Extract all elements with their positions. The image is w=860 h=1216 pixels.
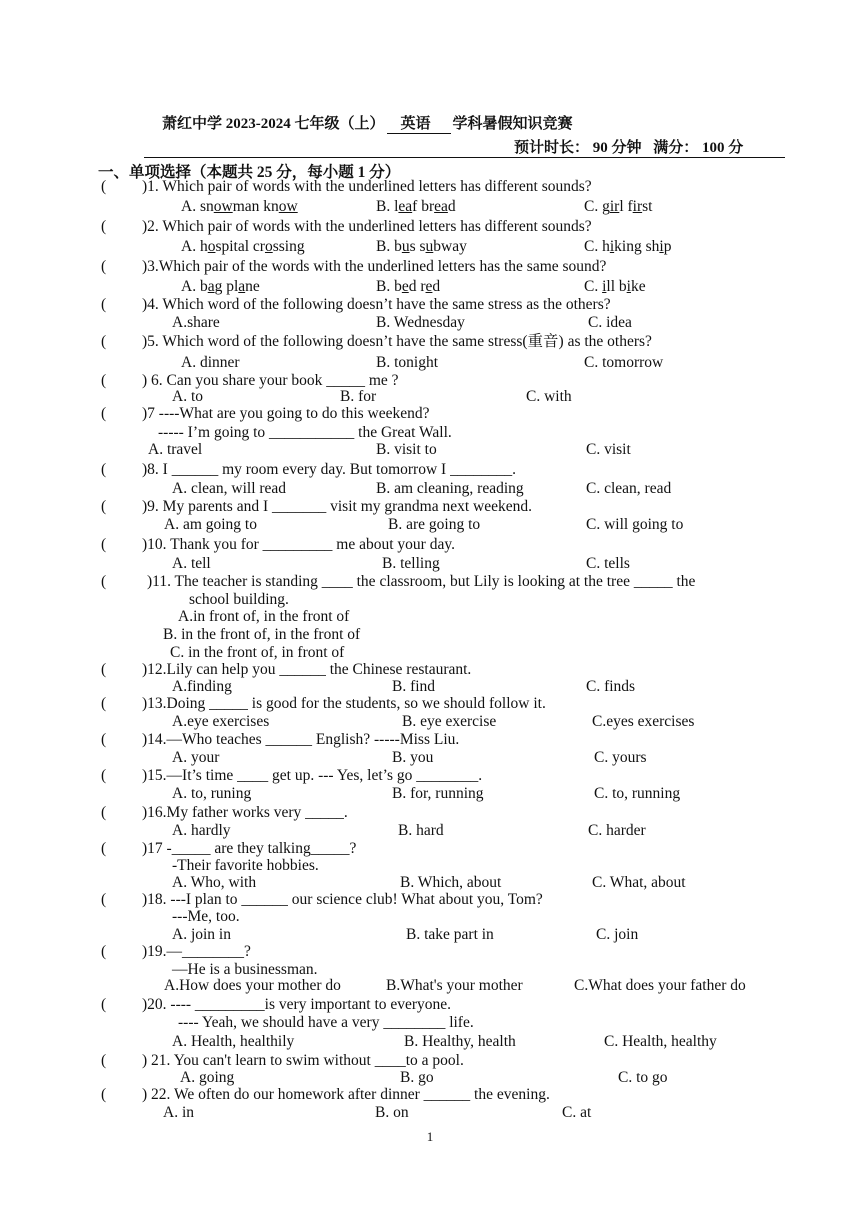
answer-option[interactable] — [375, 1104, 409, 1122]
option-text: C. finds — [586, 678, 636, 695]
option-text: A. going — [180, 1069, 235, 1086]
answer-option[interactable] — [388, 516, 480, 534]
answer-option[interactable] — [172, 785, 251, 803]
option-text: A. to — [172, 388, 203, 405]
answer-option[interactable] — [604, 1033, 717, 1051]
option-text: B. are going to — [388, 516, 481, 533]
option-text: A. tell — [172, 555, 211, 572]
answer-option[interactable] — [376, 238, 467, 256]
answer-option[interactable] — [586, 441, 631, 459]
underlined-letters: ir — [609, 198, 620, 215]
option-text: spital cr — [215, 238, 265, 255]
answer-option[interactable] — [386, 977, 523, 995]
underlined-letters: i — [609, 238, 615, 255]
question-stem: )3.Which pair of the words with the underlined letters has the same sound? — [142, 258, 607, 275]
question-stem: ) 6. Can you share your book _____ me ? — [142, 372, 399, 389]
answer-option[interactable] — [163, 1104, 194, 1122]
option-text: B. take part in — [406, 926, 494, 943]
answer-option[interactable] — [181, 354, 240, 372]
answer-option[interactable] — [382, 555, 440, 573]
answer-option[interactable] — [164, 516, 257, 534]
option-text: A. join in — [172, 926, 231, 943]
answer-blank[interactable]: ( — [101, 943, 107, 960]
answer-option[interactable] — [148, 441, 202, 459]
answer-option[interactable] — [181, 278, 260, 296]
answer-option[interactable] — [376, 354, 438, 372]
question-stem: )8. I ______ my room every day. But tomorrow I ________. — [142, 461, 516, 478]
answer-option[interactable] — [584, 238, 671, 256]
question-stem: )10. Thank you for _________ me about your day. — [142, 536, 455, 553]
answer-blank[interactable]: ( — [101, 498, 107, 515]
question-stem: )2. Which pair of words with the underlined letters has different sounds? — [142, 218, 592, 235]
option-text: B. you — [392, 749, 434, 766]
option-text: A. clean, will read — [172, 480, 287, 497]
page-number: 1 — [426, 1129, 434, 1144]
question-stem-continued: -Their favorite hobbies. — [172, 857, 319, 874]
answer-option[interactable] — [406, 926, 494, 944]
option-text: d — [447, 198, 456, 215]
answer-blank[interactable]: ( — [101, 372, 107, 389]
answer-option[interactable] — [340, 388, 376, 406]
answer-blank[interactable]: ( — [101, 1086, 107, 1103]
answer-option[interactable] — [402, 713, 496, 731]
answer-option[interactable] — [376, 198, 456, 216]
option-text: B. l — [376, 198, 399, 215]
option-text: B. for, running — [392, 785, 484, 802]
answer-option[interactable] — [172, 678, 232, 696]
answer-option[interactable] — [172, 480, 286, 498]
option-text: C.eyes exercises — [592, 713, 695, 730]
answer-option[interactable] — [376, 314, 465, 332]
answer-option[interactable] — [588, 822, 646, 840]
option-text: C. harder — [588, 822, 646, 839]
option-text: A. dinner — [181, 354, 240, 371]
question-stem: )19.—________? — [142, 943, 251, 960]
answer-option[interactable] — [181, 238, 305, 256]
answer-option[interactable] — [172, 822, 231, 840]
option-text: C. will going to — [586, 516, 684, 533]
option-text: B. eye exercise — [402, 713, 497, 730]
option-text: A.How does your mother do — [164, 977, 341, 994]
answer-blank[interactable]: ( — [101, 536, 107, 553]
exam-meta — [514, 136, 751, 157]
option-text: A. your — [172, 749, 220, 766]
option-text: A. am going to — [164, 516, 257, 533]
answer-option[interactable] — [376, 480, 524, 498]
question-stem: )12.Lily can help you ______ the Chinese restaurant. — [142, 661, 472, 678]
subject-name: 英语 — [387, 112, 451, 134]
answer-blank[interactable]: ( — [101, 296, 107, 313]
answer-option[interactable] — [404, 1033, 516, 1051]
option-text: A.eye exercises — [172, 713, 270, 730]
answer-option[interactable] — [172, 555, 211, 573]
option-text: B. find — [392, 678, 436, 695]
underlined-letters: ow — [278, 198, 298, 215]
answer-option[interactable] — [172, 926, 231, 944]
answer-blank[interactable]: ( — [101, 573, 107, 590]
question-stem: )4. Which word of the following doesn’t have the same stress as the others? — [142, 296, 611, 313]
answer-option[interactable] — [574, 977, 746, 995]
answer-option[interactable] — [172, 388, 203, 406]
section-title: 一、单项选择（本题共 25 分，每小题 1 分） — [98, 164, 401, 181]
answer-blank[interactable]: ( — [101, 695, 107, 712]
underlined-letters: u — [425, 238, 434, 255]
underlined-letters: i — [659, 238, 664, 255]
option-text: st — [642, 198, 653, 215]
option-text: C. clean, read — [586, 480, 672, 497]
question-stem-continued: —He is a businessman. — [172, 961, 318, 978]
answer-option[interactable] — [592, 874, 686, 892]
answer-blank[interactable]: ( — [101, 731, 107, 748]
answer-option[interactable] — [172, 713, 269, 731]
option-text: A. b — [181, 278, 208, 295]
answer-option[interactable] — [586, 555, 630, 573]
option-text: bway — [433, 238, 467, 255]
question-stem-continued: ---Me, too. — [172, 908, 240, 925]
question-stem-continued: school building. — [189, 591, 289, 608]
option-text: C. tomorrow — [584, 354, 664, 371]
answer-blank[interactable]: ( — [101, 661, 107, 678]
option-text: B. visit to — [376, 441, 437, 458]
header-rule — [144, 157, 785, 158]
title-suffix: 学科暑假知识竞赛 — [452, 116, 573, 132]
question-stem: )13.Doing _____ is good for the students, so we should follow it. — [142, 695, 546, 712]
question-stem: )14.—Who teaches ______ English? -----Miss Liu. — [142, 731, 460, 748]
question-stem: ) 22. We often do our homework after dinner ______ the evening. — [142, 1086, 550, 1103]
option-text: A. hardly — [172, 822, 231, 839]
answer-blank[interactable]: ( — [101, 178, 107, 195]
underlined-letters: o — [207, 238, 216, 255]
option-text: p — [663, 238, 672, 255]
question-stem: )9. My parents and I _______ visit my grandma next weekend. — [142, 498, 532, 515]
option-text: C. at — [562, 1104, 592, 1121]
option-text: C. visit — [586, 441, 631, 458]
option-text: ssing — [272, 238, 305, 255]
question-stem-continued: ---- Yeah, we should have a very ________ life. — [178, 1014, 474, 1031]
answer-blank[interactable]: ( — [101, 461, 107, 478]
option-text: A. h — [181, 238, 208, 255]
option-text: B. go — [400, 1069, 434, 1086]
option-text: C. with — [526, 388, 572, 405]
option-text: C. g — [584, 198, 610, 215]
option-text: C. tells — [586, 555, 630, 572]
answer-option[interactable] — [586, 516, 683, 534]
question-stem: )15.—It’s time ____ get up. --- Yes, let’s go ________. — [142, 767, 483, 784]
answer-option[interactable] — [392, 678, 435, 696]
option-text: C. idea — [588, 314, 632, 331]
answer-option[interactable] — [398, 822, 444, 840]
answer-option[interactable] — [586, 480, 671, 498]
question-stem: )1. Which pair of words with the underlined letters has different sounds? — [142, 178, 592, 195]
option-text: f br — [412, 198, 435, 215]
option-text: A.share — [172, 314, 220, 331]
underlined-letters: ea — [434, 198, 448, 215]
question-stem-continued: ----- I’m going to ___________ the Great Wall. — [158, 424, 452, 441]
underlined-letters: e — [425, 278, 433, 295]
answer-option[interactable]: C. in the front of, in front of — [170, 644, 345, 661]
option-text: A. Health, healthily — [172, 1033, 295, 1050]
answer-blank[interactable]: ( — [101, 258, 107, 275]
question-stem: )18. ---I plan to ______ our science club! What about you, Tom? — [142, 891, 543, 908]
option-text: B. Which, about — [400, 874, 502, 891]
option-text: B. on — [375, 1104, 409, 1121]
answer-option[interactable] — [596, 926, 638, 944]
underlined-letters: e — [401, 278, 409, 295]
answer-option[interactable] — [400, 874, 501, 892]
question-stem: )5. Which word of the following doesn’t have the same stress(重音) as the others? — [142, 333, 652, 350]
option-text: ll b — [606, 278, 627, 295]
answer-blank[interactable]: ( — [101, 996, 107, 1013]
question-stem: ) 21. You can't learn to swim without ____to a pool. — [142, 1052, 464, 1069]
answer-option[interactable] — [180, 1069, 234, 1087]
option-text: ke — [630, 278, 646, 295]
answer-option[interactable] — [172, 749, 219, 767]
option-text: g pl — [214, 278, 239, 295]
option-text: A. to, runing — [172, 785, 252, 802]
exam-full-score: 满分： 100 分 — [653, 140, 744, 156]
option-text: C.What does your father do — [574, 977, 746, 994]
option-text: d — [432, 278, 441, 295]
option-text: B. hard — [398, 822, 444, 839]
option-text: C. Health, healthy — [604, 1033, 717, 1050]
underlined-letters: a — [207, 278, 215, 295]
option-text: C. h — [584, 238, 610, 255]
answer-option[interactable] — [584, 198, 652, 216]
answer-option[interactable] — [172, 1033, 294, 1051]
option-text: C. What, about — [592, 874, 686, 891]
option-text: B. telling — [382, 555, 440, 572]
answer-option[interactable]: B. in the front of, in the front of — [163, 626, 361, 643]
answer-option[interactable] — [594, 749, 647, 767]
answer-blank[interactable]: ( — [101, 891, 107, 908]
option-text: A. in — [163, 1104, 194, 1121]
question-stem: )7 ----What are you going to do this weekend? — [142, 405, 430, 422]
answer-option[interactable] — [181, 198, 298, 216]
answer-option[interactable] — [584, 278, 646, 296]
option-text: B. tonight — [376, 354, 439, 371]
option-text: B.What's your mother — [386, 977, 523, 994]
answer-option[interactable] — [526, 388, 572, 406]
underlined-letters: ow — [213, 198, 233, 215]
exam-title — [162, 112, 722, 134]
option-text: man kn — [232, 198, 279, 215]
underlined-letters: ea — [398, 198, 413, 215]
underlined-letters: ir — [632, 198, 643, 215]
option-text: A. sn — [181, 198, 214, 215]
option-text: C. yours — [594, 749, 647, 766]
answer-option[interactable] — [586, 678, 635, 696]
underlined-letters: a — [238, 278, 246, 295]
option-text: A. Who, with — [172, 874, 257, 891]
answer-option[interactable] — [618, 1069, 668, 1087]
option-text: king sh — [614, 238, 660, 255]
answer-blank[interactable]: ( — [101, 840, 107, 857]
option-text: C. to, running — [594, 785, 681, 802]
question-stem: )11. The teacher is standing ____ the classroom, but Lily is looking at the tree _____ the — [147, 573, 696, 590]
answer-blank[interactable]: ( — [101, 405, 107, 422]
answer-option[interactable] — [376, 441, 437, 459]
question-stem: )20. ---- _________is very important to everyone. — [142, 996, 452, 1013]
answer-option[interactable] — [376, 278, 440, 296]
answer-option[interactable] — [562, 1104, 591, 1122]
underlined-letters: i — [626, 278, 631, 295]
answer-blank[interactable]: ( — [101, 333, 107, 350]
option-text: C. join — [596, 926, 639, 943]
option-text: A.finding — [172, 678, 232, 695]
underlined-letters: o — [264, 238, 273, 255]
option-text: ne — [245, 278, 260, 295]
option-text: B. b — [376, 238, 402, 255]
answer-option[interactable] — [592, 713, 694, 731]
option-text: C. — [584, 278, 603, 295]
answer-option[interactable] — [392, 785, 484, 803]
option-text: B. b — [376, 278, 402, 295]
underlined-letters: i — [602, 278, 607, 295]
option-text: B. am cleaning, reading — [376, 480, 524, 497]
option-text: B. Wednesday — [376, 314, 465, 331]
answer-option[interactable] — [584, 354, 663, 372]
answer-option[interactable] — [392, 749, 433, 767]
option-text: B. Healthy, health — [404, 1033, 516, 1050]
option-text: l f — [619, 198, 633, 215]
answer-blank[interactable]: ( — [101, 767, 107, 784]
option-text: s s — [409, 238, 426, 255]
exam-duration: 预计时长： 90 分钟 — [514, 140, 642, 156]
question-stem: )17 -_____ are they talking_____? — [142, 840, 357, 857]
answer-option[interactable] — [400, 1069, 434, 1087]
option-text: d r — [408, 278, 426, 295]
option-text: C. to go — [618, 1069, 668, 1086]
question-stem: )16.My father works very _____. — [142, 804, 348, 821]
answer-option[interactable] — [172, 314, 220, 332]
option-text: A. travel — [148, 441, 203, 458]
title-prefix: 萧红中学 2023-2024 七年级（上） — [162, 116, 385, 132]
answer-blank[interactable]: ( — [101, 804, 107, 821]
answer-option[interactable]: A.in front of, in the front of — [178, 608, 350, 625]
answer-option[interactable] — [594, 785, 680, 803]
answer-option[interactable] — [164, 977, 341, 995]
underlined-letters: u — [401, 238, 410, 255]
option-text: B. for — [340, 388, 377, 405]
answer-blank[interactable]: ( — [101, 218, 107, 235]
answer-option[interactable] — [172, 874, 256, 892]
answer-blank[interactable]: ( — [101, 1052, 107, 1069]
answer-option[interactable] — [588, 314, 632, 332]
